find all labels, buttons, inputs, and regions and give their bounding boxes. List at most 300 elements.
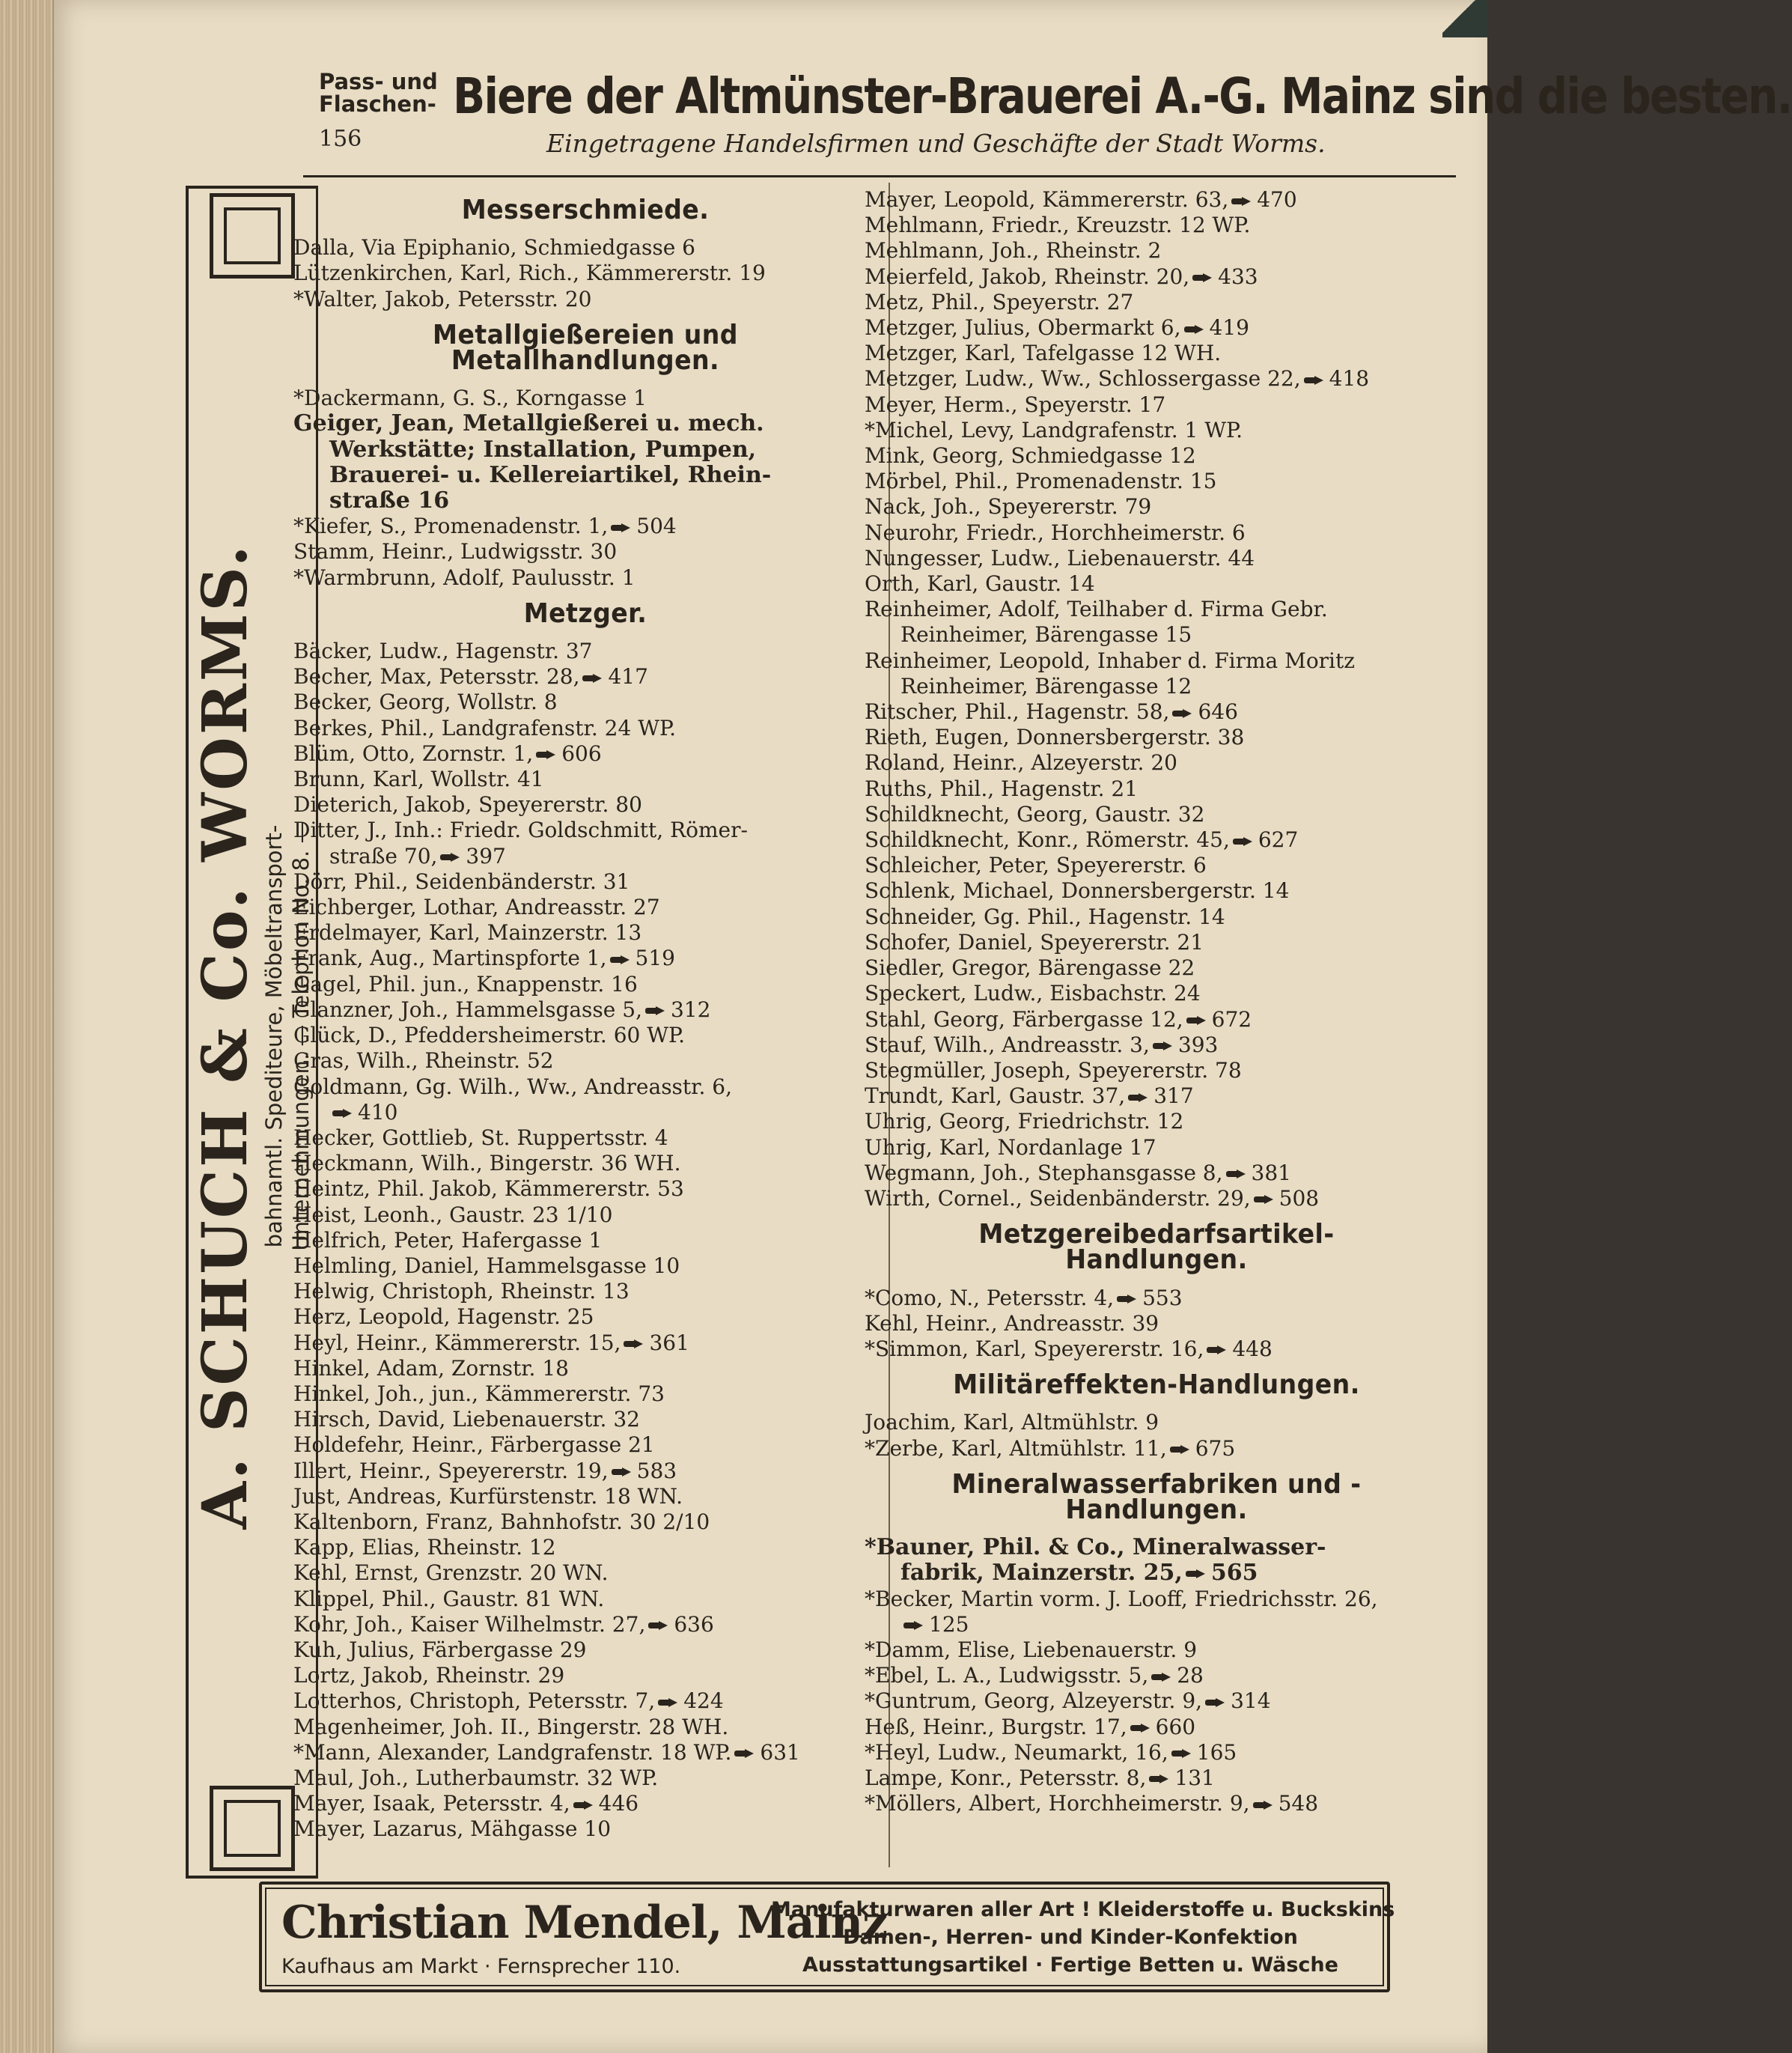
directory-entry (865, 1688, 1448, 1714)
entry-text: Blüm, Otto, Zornstr. 1, (293, 740, 534, 766)
telephone-icon (1186, 1016, 1207, 1025)
entry-text: *Michel, Levy, Landgrafenstr. 1 WP. (865, 417, 1243, 442)
telephone-number: 660 (1155, 1714, 1196, 1739)
entry-text: Mink, Georg, Schmiedgasse 12 (865, 443, 1196, 469)
telephone-number: 646 (1198, 699, 1238, 725)
directory-entry (293, 1125, 877, 1151)
directory-entry (865, 571, 1448, 597)
directory-entry (293, 1560, 877, 1586)
entry-text: Mayer, Lazarus, Mähgasse 10 (293, 1816, 612, 1842)
directory-entry (293, 1304, 877, 1330)
section-heading: Metallgießereien und Metallhandlungen. (433, 319, 738, 377)
directory-entry (865, 1410, 1448, 1435)
telephone-number: 312 (670, 997, 711, 1022)
directory-entry (293, 1074, 877, 1100)
telephone-icon (1207, 1345, 1228, 1354)
entry-text: Hecker, Gottlieb, St. Ruppertsstr. 4 (293, 1125, 668, 1150)
footer-ad-line1: Manufakturwaren aller Art ! Kleiderstoffe u. Buckskins (771, 1898, 1395, 1921)
directory-entry (865, 290, 1448, 315)
telephone-number: 548 (1278, 1791, 1319, 1816)
entry-text: Mehlmann, Friedr., Kreuzstr. 12 WP. (865, 213, 1251, 238)
telephone-icon (612, 1467, 633, 1476)
entry-text: Schildknecht, Konr., Römerstr. 45, (865, 827, 1230, 853)
directory-entry (865, 546, 1448, 571)
directory-entry (293, 1587, 877, 1612)
directory-entry (865, 878, 1448, 904)
telephone-icon (1149, 1774, 1170, 1783)
directory-entry (865, 187, 1448, 213)
directory-entry (293, 869, 877, 895)
telephone-icon (536, 750, 557, 759)
telephone-number: 470 (1257, 187, 1297, 212)
directory-entry (865, 699, 1448, 725)
telephone-icon (1170, 1445, 1191, 1454)
directory-entry (865, 1311, 1448, 1336)
entry-text: Mörbel, Phil., Promenadenstr. 15 (865, 469, 1217, 494)
header-subtitle: Eingetragene Handelsfirmen und Geschäfte der Stadt Worms. (546, 129, 1326, 158)
directory-entry (865, 213, 1448, 238)
directory-entry (293, 539, 877, 565)
telephone-number: 393 (1177, 1032, 1219, 1057)
telephone-icon (1205, 1698, 1226, 1707)
entry-text: Roland, Heinr., Alzeyerstr. 20 (865, 750, 1177, 776)
telephone-icon (582, 674, 603, 683)
directory-entry-continuation (293, 488, 877, 514)
entry-text: Speckert, Ludw., Eisbachstr. 24 (865, 981, 1201, 1006)
entry-text: Lotterhos, Christoph, Petersstr. 7, (293, 1688, 656, 1714)
entry-text: Wirth, Cornel., Seidenbänderstr. 29, (865, 1185, 1251, 1211)
directory-entry (293, 287, 877, 312)
directory-entry (865, 1637, 1448, 1663)
directory-entry (865, 1740, 1448, 1765)
directory-entry (293, 1765, 877, 1791)
directory-entry (865, 443, 1448, 469)
footer-advertisement (259, 1882, 1395, 1992)
entry-text: Schildknecht, Georg, Gaustr. 32 (865, 801, 1205, 827)
entry-text: Reinheimer, Bärengasse 12 (900, 673, 1192, 699)
entry-text: straße 16 (329, 487, 450, 514)
entry-text: Reinheimer, Bärengasse 15 (900, 622, 1192, 648)
directory-entry (865, 725, 1448, 750)
entry-text: Mehlmann, Joh., Rheinstr. 2 (865, 238, 1162, 264)
entry-text: Goldmann, Gg. Wilh., Ww., Andreasstr. 6, (293, 1074, 733, 1099)
directory-entry (293, 946, 877, 971)
entry-text: Nack, Joh., Speyererstr. 79 (865, 494, 1152, 520)
directory-entry (865, 1135, 1448, 1161)
entry-text: Klippel, Phil., Gaustr. 81 WN. (293, 1586, 605, 1611)
telephone-number: 636 (674, 1611, 714, 1637)
telephone-number: 433 (1218, 264, 1258, 289)
telephone-icon (611, 523, 632, 532)
directory-entry (293, 1432, 877, 1458)
directory-entry (865, 1715, 1448, 1740)
ornament-box-top (210, 193, 295, 279)
header-rule (303, 175, 1456, 177)
directory-entry (293, 1484, 877, 1509)
telephone-number: 397 (466, 843, 506, 869)
directory-entry (293, 741, 877, 767)
entry-text: Bäcker, Ludw., Hagenstr. 37 (293, 639, 593, 664)
telephone-icon (624, 1339, 644, 1348)
telephone-icon (648, 1621, 669, 1630)
telephone-number: 448 (1232, 1336, 1273, 1361)
directory-entry (293, 972, 877, 997)
directory-entry (293, 1279, 877, 1304)
directory-entry (865, 981, 1448, 1006)
entry-text: Lampe, Konr., Petersstr. 8, (865, 1765, 1147, 1790)
directory-entry (293, 639, 877, 664)
entry-text: *Heyl, Ludw., Neumarkt, 16, (865, 1739, 1168, 1765)
directory-entry (293, 1612, 877, 1637)
entry-text: Dalla, Via Epiphanio, Schmiedgasse 6 (293, 235, 695, 261)
telephone-icon (1186, 1569, 1207, 1578)
telephone-icon (1172, 709, 1193, 718)
entry-text: Werkstätte; Installation, Pumpen, (329, 436, 757, 463)
entry-text: Reinheimer, Leopold, Inhaber d. Firma Moritz (865, 648, 1356, 673)
section-heading: Militäreffekten-Handlungen. (953, 1369, 1360, 1401)
entry-text: Helwig, Christoph, Rheinstr. 13 (293, 1279, 630, 1304)
directory-entry (293, 1459, 877, 1484)
directory-entry (865, 827, 1448, 853)
footer-ad-line3: Ausstattungsartikel · Fertige Betten u. Wäsche (802, 1953, 1338, 1977)
entry-text: Meyer, Herm., Speyerstr. 17 (865, 392, 1166, 417)
entry-text: Metz, Phil., Speyerstr. 27 (865, 289, 1134, 314)
telephone-number: 519 (635, 946, 675, 971)
telephone-number: 631 (760, 1739, 800, 1765)
entry-text: Geiger, Jean, Metallgießerei u. mech. (293, 410, 764, 437)
entry-text: Kehl, Heinr., Andreasstr. 39 (865, 1310, 1159, 1336)
entry-text: Orth, Karl, Gaustr. 14 (865, 571, 1095, 597)
telephone-icon (645, 1006, 666, 1015)
side-ad-line3: Unternehmungen. — Telephon No. 8. — (288, 821, 314, 1251)
telephone-number: 417 (608, 664, 648, 690)
entry-text: Meierfeld, Jakob, Rheinstr. 20, (865, 264, 1190, 289)
directory-entry (293, 1202, 877, 1228)
entry-text: Ditter, J., Inh.: Friedr. Goldschmitt, Römer- (293, 818, 748, 843)
telephone-number: 419 (1209, 315, 1249, 341)
telephone-icon (1304, 376, 1325, 385)
entry-text: Berkes, Phil., Landgrafenstr. 24 WP. (293, 715, 677, 740)
entry-text: *Guntrum, Georg, Alzeyerstr. 9, (865, 1688, 1203, 1714)
telephone-icon (1151, 1673, 1172, 1682)
entry-text: Siedler, Gregor, Bärengasse 22 (865, 955, 1195, 981)
entry-text: Mayer, Isaak, Petersstr. 4, (293, 1791, 570, 1816)
directory-entry (293, 1228, 877, 1253)
directory-entry (293, 997, 877, 1023)
telephone-icon (1226, 1170, 1247, 1178)
entry-text: Joachim, Karl, Altmühlstr. 9 (865, 1410, 1159, 1435)
entry-text: Dörr, Phil., Seidenbänderstr. 31 (293, 869, 630, 894)
entry-text: Becker, Georg, Wollstr. 8 (293, 690, 558, 715)
header-title: Biere der Altmünster-Brauerei A.-G. Mainz sind die besten. (453, 67, 1792, 125)
entry-text: Herz, Leopold, Hagenstr. 25 (293, 1304, 594, 1330)
entry-text: Stauf, Wilh., Andreasstr. 3, (865, 1032, 1150, 1057)
directory-entry (293, 1715, 877, 1740)
entry-text: *Bauner, Phil. & Co., Mineralwasser- (865, 1534, 1326, 1561)
directory-entry-continuation (293, 463, 877, 488)
directory-entry (865, 264, 1448, 290)
section-heading: Messerschmiede. (461, 195, 710, 225)
entry-text: Kapp, Elias, Rheinstr. 12 (293, 1535, 556, 1560)
directory-entry (865, 853, 1448, 878)
telephone-number: 606 (561, 740, 602, 766)
entry-text: *Dackermann, G. S., Korngasse 1 (293, 386, 647, 411)
ornament-box-bottom (210, 1786, 295, 1871)
directory-entry-continuation (865, 1612, 1448, 1637)
directory-entry (865, 1765, 1448, 1791)
telephone-number: 675 (1195, 1435, 1236, 1461)
directory-entry (293, 1048, 877, 1074)
telephone-icon (1233, 837, 1254, 846)
telephone-number: 446 (598, 1791, 639, 1816)
directory-entry (293, 1407, 877, 1432)
telephone-number: 381 (1251, 1160, 1291, 1185)
entry-text: Heist, Leonh., Gaustr. 23 1/10 (293, 1202, 613, 1227)
directory-entry-continuation (293, 844, 877, 869)
entry-text: fabrik, Mainzerstr. 25, (900, 1560, 1183, 1587)
telephone-icon (610, 955, 631, 964)
directory-entry (865, 648, 1448, 674)
directory-entry (293, 920, 877, 946)
entry-text: Brunn, Karl, Wollstr. 41 (293, 767, 544, 792)
entry-text: Kohr, Joh., Kaiser Wilhelmstr. 27, (293, 1611, 646, 1637)
directory-entry (293, 664, 877, 690)
entry-text: Glanzner, Joh., Hammelsgasse 5, (293, 997, 642, 1022)
entry-text: Kuh, Julius, Färbergasse 29 (293, 1637, 587, 1662)
entry-text: Rieth, Eugen, Donnersbergerstr. 38 (865, 725, 1245, 750)
entry-text: Erdelmayer, Karl, Mainzerstr. 13 (293, 920, 642, 946)
entry-text: Hirsch, David, Liebenauerstr. 32 (293, 1407, 640, 1432)
entry-text: *Ebel, L. A., Ludwigsstr. 5, (865, 1663, 1149, 1688)
directory-entry (293, 1509, 877, 1535)
telephone-icon (1171, 1749, 1192, 1758)
entry-text: *Warmbrunn, Adolf, Paulusstr. 1 (293, 565, 636, 590)
directory-entry (865, 1058, 1448, 1083)
entry-text: Eichberger, Lothar, Andreasstr. 27 (293, 895, 660, 920)
page-number: 156 (319, 126, 362, 152)
side-ad-firm: A. SCHUCH & Co. WORMS. (189, 543, 261, 1530)
side-ad-line2: bahnamtl. Spediteure, Möbeltransport- (261, 824, 287, 1248)
telephone-icon (332, 1109, 353, 1118)
telephone-icon (903, 1621, 924, 1630)
entry-text: Holdefehr, Heinr., Färbergasse 21 (293, 1432, 655, 1458)
directory-entry-continuation (865, 1560, 1448, 1586)
directory-entry (293, 1356, 877, 1381)
telephone-icon (1253, 1801, 1274, 1810)
directory-entry (293, 818, 877, 843)
directory-entry (865, 904, 1448, 930)
directory-entry (865, 597, 1448, 622)
directory-entry (865, 1032, 1448, 1058)
telephone-number: 508 (1279, 1185, 1320, 1211)
telephone-icon (1192, 273, 1213, 282)
entry-text: straße 70, (329, 843, 438, 869)
entry-text: Schlenk, Michael, Donnersbergerstr. 14 (865, 878, 1290, 904)
directory-entry (865, 776, 1448, 802)
directory-entry (865, 1083, 1448, 1109)
directory-entry (865, 494, 1448, 520)
directory-entry (865, 930, 1448, 955)
telephone-number: 504 (636, 514, 677, 539)
entry-text: Magenheimer, Joh. II., Bingerstr. 28 WH. (293, 1714, 729, 1739)
directory-entry (865, 469, 1448, 494)
directory-entry (865, 750, 1448, 776)
directory-entry (865, 315, 1448, 341)
entry-text: *Kiefer, S., Promenadenstr. 1, (293, 514, 609, 539)
entry-text: Nungesser, Ludw., Liebenauerstr. 44 (865, 545, 1255, 571)
right-column (865, 187, 1448, 1816)
entry-text: Mayer, Leopold, Kämmererstr. 63, (865, 187, 1229, 212)
telephone-icon (1254, 1195, 1275, 1204)
entry-text: Schleicher, Peter, Speyererstr. 6 (865, 853, 1207, 878)
directory-entry (293, 792, 877, 818)
telephone-number: 165 (1196, 1739, 1237, 1765)
entry-text: Schofer, Daniel, Speyererstr. 21 (865, 929, 1204, 955)
directory-entry (865, 1161, 1448, 1186)
directory-entry (865, 520, 1448, 546)
telephone-number: 672 (1211, 1006, 1252, 1032)
telephone-number: 317 (1153, 1083, 1194, 1109)
footer-ad-line2: Damen-, Herren- und Kinder-Konfektion (843, 1926, 1298, 1949)
directory-entry (293, 1151, 877, 1176)
directory-entry (865, 238, 1448, 264)
directory-entry (293, 1253, 877, 1279)
directory-entry (293, 1330, 877, 1356)
directory-entry (865, 366, 1448, 392)
section-heading: Metzgereibedarfsartikel-Handlungen. (978, 1219, 1335, 1276)
telephone-number: 424 (683, 1688, 724, 1714)
directory-entry (865, 1007, 1448, 1032)
directory-entry (865, 1791, 1448, 1816)
left-column (293, 187, 877, 1843)
entry-text: Reinheimer, Adolf, Teilhaber d. Firma Gebr. (865, 597, 1328, 622)
directory-entry (865, 1663, 1448, 1688)
entry-text: Kaltenborn, Franz, Bahnhofstr. 30 2/10 (293, 1509, 710, 1534)
page-corner (1442, 0, 1487, 37)
directory-entry (293, 235, 877, 261)
telephone-number: 28 (1177, 1663, 1204, 1688)
directory-entry (293, 1535, 877, 1560)
entry-text: Maul, Joh., Lutherbaumstr. 32 WP. (293, 1765, 659, 1790)
directory-entry-continuation (865, 674, 1448, 699)
entry-text: Frank, Aug., Martinspforte 1, (293, 946, 607, 971)
telephone-number: 627 (1258, 827, 1299, 853)
header-small-label: Pass- und Flaschen- (319, 69, 438, 117)
directory-entry (293, 1637, 877, 1663)
telephone-icon (573, 1801, 594, 1810)
telephone-number: 418 (1329, 366, 1370, 392)
telephone-number: 131 (1174, 1765, 1215, 1790)
entry-text: Gagel, Phil. jun., Knappenstr. 16 (293, 971, 638, 997)
directory-entry-continuation (293, 437, 877, 463)
directory-entry (865, 955, 1448, 981)
entry-text: *Damm, Elise, Liebenauerstr. 9 (865, 1637, 1198, 1662)
footer-ad-name: Christian Mendel, Mainz (281, 1897, 888, 1949)
entry-text: Kehl, Ernst, Grenzstr. 20 WN. (293, 1560, 609, 1586)
directory-entry (865, 1336, 1448, 1362)
entry-text: Dieterich, Jakob, Speyererstr. 80 (293, 792, 642, 818)
entry-text: Hinkel, Adam, Zornstr. 18 (293, 1355, 569, 1381)
entry-text: Heckmann, Wilh., Bingerstr. 36 WH. (293, 1151, 681, 1176)
directory-entry (865, 418, 1448, 443)
telephone-icon (1153, 1041, 1174, 1050)
directory-entry (293, 690, 877, 715)
telephone-icon (658, 1698, 679, 1707)
entry-text: *Walter, Jakob, Petersstr. 20 (293, 286, 592, 311)
directory-entry (865, 1587, 1448, 1612)
entry-text: Hinkel, Joh., jun., Kämmererstr. 73 (293, 1381, 665, 1406)
entry-text: Helfrich, Peter, Hafergasse 1 (293, 1227, 603, 1253)
entry-text: Stegmüller, Joseph, Speyererstr. 78 (865, 1057, 1242, 1083)
entry-text: *Simmon, Karl, Speyererstr. 16, (865, 1336, 1204, 1361)
telephone-number: 583 (636, 1458, 677, 1483)
entry-text: Metzger, Ludw., Ww., Schlossergasse 22, (865, 366, 1301, 392)
entry-text: Heß, Heinr., Burgstr. 17, (865, 1714, 1127, 1739)
telephone-number: 314 (1231, 1688, 1271, 1714)
telephone-number: 565 (1210, 1560, 1258, 1587)
entry-text: Glück, D., Pfeddersheimerstr. 60 WP. (293, 1023, 686, 1048)
section-heading: Mineralwasserfabriken und -Handlungen. (951, 1468, 1362, 1525)
entry-text: Lortz, Jakob, Rheinstr. 29 (293, 1663, 565, 1688)
directory-entry (293, 1663, 877, 1688)
directory-entry (293, 895, 877, 920)
directory-entry (865, 1436, 1448, 1462)
entry-text: Lützenkirchen, Karl, Rich., Kämmererstr. 19 (293, 261, 766, 286)
directory-entry (865, 1109, 1448, 1134)
section-heading: Metzger. (523, 597, 647, 629)
telephone-number: 361 (649, 1330, 689, 1355)
directory-entry (293, 767, 877, 792)
directory-entry (865, 1286, 1448, 1311)
telephone-icon (1117, 1295, 1138, 1304)
directory-entry (293, 386, 877, 411)
directory-entry (293, 1791, 877, 1816)
entry-text: Uhrig, Karl, Nordanlage 17 (865, 1134, 1156, 1160)
directory-entry (293, 1023, 877, 1048)
entry-text: Trundt, Karl, Gaustr. 37, (865, 1083, 1126, 1109)
entry-text: Uhrig, Georg, Friedrichstr. 12 (865, 1109, 1184, 1134)
entry-text: Metzger, Karl, Tafelgasse 12 WH. (865, 341, 1222, 366)
telephone-icon (1130, 1724, 1151, 1733)
entry-text: Helmling, Daniel, Hammelsgasse 10 (293, 1253, 680, 1278)
directory-entry (293, 1688, 877, 1714)
entry-text: Becher, Max, Petersstr. 28, (293, 664, 580, 690)
directory-entry (293, 565, 877, 591)
telephone-number: 125 (929, 1611, 969, 1637)
directory-entry (293, 514, 877, 539)
directory-entry (293, 261, 877, 286)
footer-ad-sub: Kaufhaus am Markt · Fernsprecher 110. (281, 1955, 681, 1978)
entry-text: Just, Andreas, Kurfürstenstr. 18 WN. (293, 1483, 683, 1509)
entry-text: Heyl, Heinr., Kämmererstr. 15, (293, 1330, 621, 1355)
telephone-icon (1231, 197, 1252, 206)
entry-text: *Becker, Martin vorm. J. Looff, Friedrichsstr. 26, (865, 1586, 1378, 1611)
directory-entry (293, 1176, 877, 1202)
entry-text: Ruths, Phil., Hagenstr. 21 (865, 776, 1139, 801)
directory-entry-continuation (865, 622, 1448, 648)
directory-entry (293, 716, 877, 741)
entry-text: Ritscher, Phil., Hagenstr. 58, (865, 699, 1170, 725)
directory-entry (293, 1381, 877, 1407)
entry-text: Gras, Wilh., Rheinstr. 52 (293, 1048, 554, 1074)
entry-text: *Möllers, Albert, Horchheimerstr. 9, (865, 1791, 1250, 1816)
telephone-number: 410 (358, 1099, 398, 1125)
directory-entry (293, 1816, 877, 1842)
entry-text: Illert, Heinr., Speyererstr. 19, (293, 1458, 609, 1483)
telephone-icon (1184, 325, 1205, 334)
directory-entry (865, 802, 1448, 827)
entry-text: Metzger, Julius, Obermarkt 6, (865, 315, 1181, 341)
